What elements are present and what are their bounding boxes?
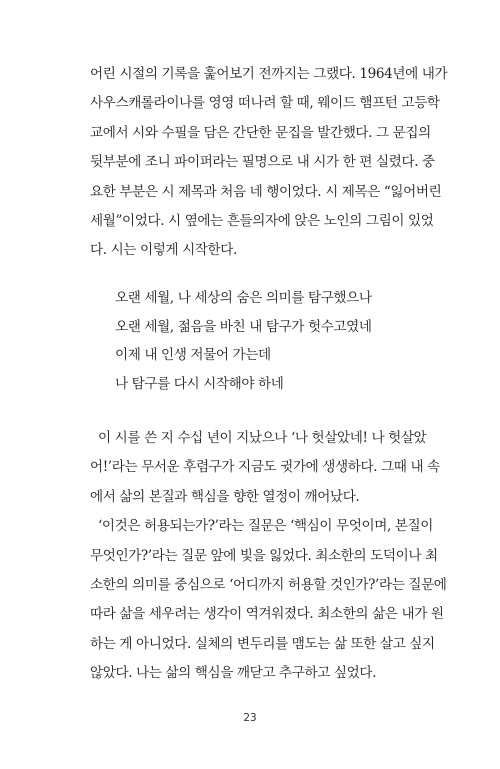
text-line: 다. 시는 이렇게 시작한다. bbox=[90, 242, 237, 259]
poem-line: 이제 내 인생 저물어 가는데 bbox=[115, 347, 271, 364]
page-number: 23 bbox=[243, 712, 257, 724]
text-line: 에서 삶의 본질과 핵심을 향한 열정이 깨어났다. bbox=[90, 488, 360, 505]
paragraph-reflection bbox=[90, 424, 447, 689]
text-line: 교에서 시와 수필을 담은 간단한 문집을 발간했다. 그 문집의 bbox=[90, 124, 431, 141]
text-line: 뒷부분에 조니 파이퍼라는 필명으로 내 시가 한 편 실렸다. 중 bbox=[90, 154, 435, 171]
text-line: 사우스캐롤라이나를 영영 떠나려 할 때, 웨이드 햄프턴 고등학 bbox=[90, 95, 440, 112]
poem-line: 오랜 세월, 젊음을 바친 내 탐구가 헛수고였네 bbox=[115, 318, 372, 335]
text-line: 않았다. 나는 삶의 핵심을 깨닫고 추구하고 싶었다. bbox=[90, 665, 376, 682]
poem-line: 오랜 세월, 나 세상의 숨은 의미를 탐구했으나 bbox=[115, 290, 372, 306]
text-line: 이 시를 쓴 지 수십 년이 지났으나 ‘나 헛살았네! 나 헛살았 bbox=[98, 430, 427, 446]
text-line: 하는 게 아니었다. 실체의 변두리를 맴도는 삶 또한 살고 싶지 bbox=[90, 635, 435, 652]
text-line: 어린 시절의 기록을 훑어보기 전까지는 그랬다. 1964년에 내가 bbox=[90, 66, 448, 82]
text-line: 어!’라는 무서운 후렴구가 지금도 귓가에 생생하다. 그때 내 속 bbox=[90, 459, 440, 476]
text-line: 요한 부분은 시 제목과 처음 네 행이었다. 시 제목은 “잃어버린 bbox=[90, 183, 442, 200]
text-line: 세월”이었다. 시 옆에는 흔들의자에 앉은 노인의 그림이 있었 bbox=[90, 213, 434, 230]
text-line: 따라 삶을 세우려는 생각이 역겨워졌다. 최소한의 삶은 내가 원 bbox=[90, 606, 444, 623]
poem-block bbox=[115, 284, 372, 398]
text-line: ‘이것은 허용되는가?’라는 질문은 ‘핵심이 무엇이며, 본질이 bbox=[98, 518, 434, 535]
paragraph-intro bbox=[90, 60, 448, 266]
text-line: 무엇인가?’라는 질문 앞에 빛을 잃었다. 최소한의 도덕이나 최 bbox=[90, 547, 438, 564]
text-line: 소한의 의미를 중심으로 ‘어디까지 허용할 것인가?’라는 질문에 bbox=[90, 577, 447, 594]
poem-line: 나 탐구를 다시 시작해야 하네 bbox=[115, 375, 284, 392]
